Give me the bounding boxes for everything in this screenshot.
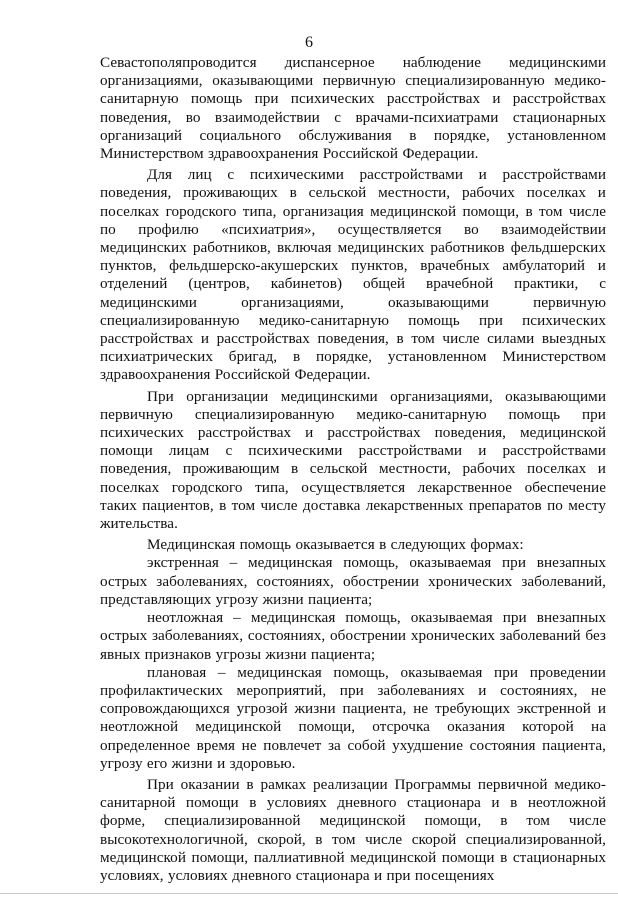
paragraph-form-emergency: экстренная – медицинская помощь, оказываемая при внезапных острых заболеваниях, состояниях, обострении хронических заболеваний, представляющих угрозу жизни пациента;: [100, 554, 606, 608]
page-bottom-edge: [0, 893, 618, 894]
paragraph-drug-provision: При организации медицинскими организациями, оказывающими первичную специализированную медико-санитарную помощь при психических расстройствах и расстройствах поведения, медицинской помощи лицам с психическими расстройствами и расстройствами поведения, проживающим в сельской местности, рабочих поселках и поселках городского типа, осуществляется лекарственное обеспечение таких пациентов, в том числе доставка лекарственных препаратов по месту жительства.: [100, 387, 606, 533]
document-body: [100, 54, 606, 885]
paragraph-program-implementation: При оказании в рамках реализации Программы первичной медико-санитарной помощи в условиях дневного стационара и в неотложной форме, специализированной медицинской помощи, в том числе высокотехнологичной, скорой, в том числе скорой специализированной, медицинской помощи, паллиативной медицинской помощи в стационарных условиях, условиях дневного стационара и при посещениях: [100, 775, 606, 884]
paragraph-dispensary-observation: Севастополяпроводится диспансерное наблюдение медицинскими организациями, оказывающими первичную специализированную медико-санитарную помощь при психических расстройствах и расстройствах поведения, во взаимодействии с врачами-психиатрами стационарных организаций социального обслуживания в порядке, установленном Министерством здравоохранения Российской Федерации.: [100, 54, 606, 163]
page-number: 6: [305, 34, 313, 51]
paragraph-rural-care-organization: Для лиц с психическими расстройствами и расстройствами поведения, проживающих в сельской местности, рабочих поселках и поселках городского типа, организация медицинской помощи, в том числе по профилю «психиатрия», осуществляется во взаимодействии медицинских работников, включая медицинских работников фельдшерских пунктов, фельдшерско-акушерских пунктов, врачебных амбулаторий и отделений (центров, кабинетов) общей врачебной практики, с медицинскими организациями, оказывающими первичную специализированную медико-санитарную помощь при психических расстройствах и расстройствах поведения, в том числе силами выездных психиатрических бригад, в порядке, установленном Министерством здравоохранения Российской Федерации.: [100, 166, 606, 384]
paragraph-form-urgent: неотложная – медицинская помощь, оказываемая при внезапных острых заболеваниях, состояниях, обострении хронических заболеваний без явных признаков угрозы жизни пациента;: [100, 609, 606, 663]
paragraph-care-forms-intro: Медицинская помощь оказывается в следующих формах:: [147, 536, 524, 554]
paragraph-form-planned: плановая – медицинская помощь, оказываемая при проведении профилактических мероприятий, при заболеваниях и состояниях, не сопровождающихся угрозой жизни пациента, не требующих экстренной и неотложной медицинской помощи, отсрочка оказания которой на определенное время не повлечет за собой ухудшение состояния пациента, угрозу его жизни и здоровью.: [100, 663, 606, 772]
